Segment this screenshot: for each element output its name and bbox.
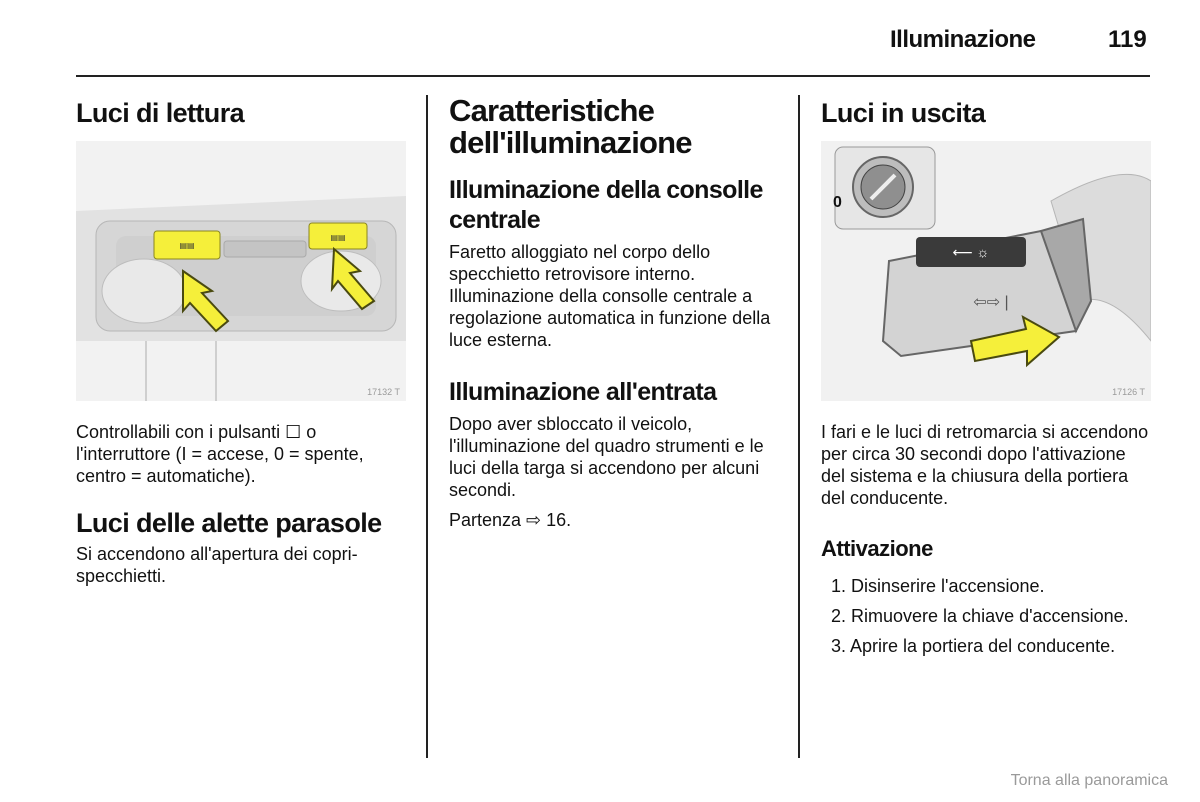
- figure-code: 17132 T: [367, 387, 400, 397]
- section-title: Illuminazione: [890, 26, 1036, 53]
- ignition-position-label: 0: [833, 194, 842, 211]
- heading-entry-lighting: Illuminazione all'entrata: [449, 378, 717, 406]
- heading-console-lighting: Illuminazione della consolle centrale: [449, 176, 763, 234]
- entry-lighting-text: Dopo aver sbloccato il veicolo, l'illuminazione del quadro strumenti e le luci della targa si accendono per alcuni secondi.: [449, 414, 764, 500]
- activation-steps: [821, 575, 1151, 657]
- reading-lights-figure: [76, 141, 406, 401]
- header-divider: [76, 75, 1150, 77]
- column-middle: [449, 95, 779, 531]
- column-divider-2: [798, 95, 800, 758]
- list-item: 2. Rimuovere la chiave d'accensione.: [831, 606, 1129, 626]
- column-left: [76, 95, 406, 587]
- visor-lights-text: Si accendono all'apertura dei copri-specchietti.: [76, 544, 358, 586]
- column-divider-1: [426, 95, 428, 758]
- figure-code: 17126 T: [1112, 387, 1145, 397]
- svg-text:⟵ ☼: ⟵ ☼: [952, 244, 990, 260]
- exit-lights-figure: [821, 141, 1151, 401]
- heading-reading-lights: Luci di lettura: [76, 98, 245, 128]
- list-item: 3. Aprire la portiera del conducente.: [831, 636, 1116, 656]
- svg-text:⇦⇨ |: ⇦⇨ |: [973, 294, 1009, 311]
- heading-lighting-features: Caratteristiche dell'illuminazione: [449, 93, 692, 160]
- heading-activation: Attivazione: [821, 536, 933, 561]
- heading-visor-lights: Luci delle alette parasole: [76, 508, 382, 538]
- reading-lights-text: Controllabili con i pulsanti ☐ o l'interruttore (I = accese, 0 = spente, centro = automatiche).: [76, 422, 364, 486]
- cross-reference-link[interactable]: Partenza ⇨ 16.: [449, 510, 572, 530]
- exit-lights-text: I fari e le luci di retromarcia si accendono per circa 30 secondi dopo l'attivazione del sistema e la chiusura della portiera del conducente.: [821, 422, 1149, 508]
- heading-exit-lights: Luci in uscita: [821, 98, 986, 128]
- list-item: 1. Disinserire l'accensione.: [831, 576, 1045, 596]
- svg-text:▤▤: ▤▤: [179, 241, 195, 250]
- back-to-overview-link[interactable]: Torna alla panoramica: [1010, 772, 1168, 789]
- exit-lights-illustration: [821, 141, 1151, 401]
- console-lighting-text: Faretto alloggiato nel corpo dello specchietto retrovisore interno. Illuminazione della consolle centrale a regolazione automatica in funzione della luce esterna.: [449, 242, 771, 350]
- reading-lights-illustration: [76, 141, 406, 401]
- svg-text:▤▤: ▤▤: [330, 233, 346, 242]
- page-number: 119: [1108, 26, 1147, 53]
- column-right: [821, 95, 1151, 665]
